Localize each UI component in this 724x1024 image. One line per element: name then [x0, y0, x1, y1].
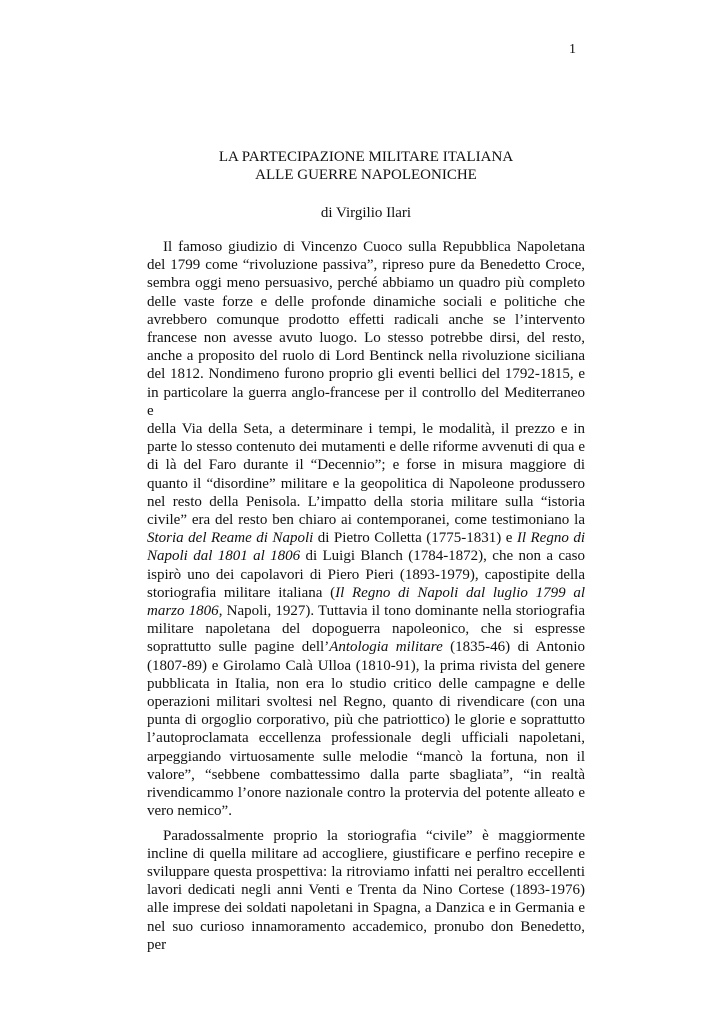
text-run: francese non avesse avuto luogo. Lo stesso potrebbe dirsi, del resto, — [147, 330, 585, 347]
text-line — [147, 766, 585, 784]
text-run: militare napoletana del dopoguerra napoleonico, che si espresse — [147, 621, 585, 638]
text-run: in particolare la guerra anglo-francese per il controllo del Mediterraneo e — [147, 384, 585, 419]
text-line — [147, 657, 585, 675]
text-line — [147, 845, 585, 863]
text-run: (1807-89) e Girolamo Calà Ulloa (1810-91), la prima rivista del genere — [147, 657, 585, 674]
text-run: operazioni militari svoltesi nel Regno, quanto di rivendicare (con una — [147, 694, 585, 711]
text-line — [147, 711, 585, 729]
text-line — [147, 802, 585, 820]
title-line-1: LA PARTECIPAZIONE MILITARE ITALIANA — [218, 149, 514, 165]
text-run: lavori dedicati negli anni Venti e Trenta da Nino Cortese (1893-1976) — [147, 882, 585, 899]
text-run: parte lo stesso contenuto dei mutamenti e delle riforme avvenuti di qua e — [147, 439, 585, 456]
italic-title-text: Il Regno di — [516, 530, 585, 547]
italic-title-text: Napoli dal 1801 al 1806 — [147, 548, 301, 565]
text-run: del 1799 come “rivoluzione passiva”, ripreso pure da Benedetto Croce, — [147, 257, 585, 274]
text-line — [147, 311, 585, 329]
text-run: Il famoso giudizio di Vincenzo Cuoco sulla Repubblica Napoletana — [163, 239, 585, 255]
text-run: vero nemico”. — [147, 803, 232, 820]
text-run: anche a proposito del ruolo di Lord Bentinck nella rivoluzione siciliana — [147, 348, 585, 365]
body-text — [147, 238, 585, 954]
document-title — [147, 148, 585, 184]
text-line — [147, 784, 585, 802]
paragraph-2 — [147, 827, 585, 954]
text-line — [147, 365, 585, 383]
text-run: punta di orgoglio corporativo, più che patriottico) le glorie e soprattutto — [147, 712, 585, 729]
text-line — [147, 384, 585, 420]
text-line — [147, 493, 585, 511]
text-run: alle imprese dei soldati napoletani in Spagna, a Danzica e in Germania e — [147, 900, 585, 917]
title-line-2: ALLE GUERRE NAPOLEONICHE — [255, 167, 477, 183]
text-line — [147, 529, 585, 547]
text-run: (1835-46) di Antonio — [442, 639, 585, 656]
text-line — [147, 827, 585, 845]
text-line — [147, 238, 585, 256]
text-run: valore”, “sebbene combattessimo dalla parte sbagliata”, “in realtà — [147, 766, 585, 783]
text-line — [147, 602, 585, 620]
text-line — [147, 274, 585, 292]
text-line — [147, 438, 585, 456]
text-line — [147, 329, 585, 347]
paragraph-1 — [147, 238, 585, 821]
text-line — [147, 881, 585, 899]
text-run: pubblicata in Italia, non era lo studio critico delle campagne e delle — [147, 675, 585, 692]
text-run: l’autoproclamata eccellenza professionale degli ufficiali napoletani, — [147, 730, 585, 747]
text-line — [147, 748, 585, 766]
text-run: nel suo curioso innamoramento accademico, pronubo don Benedetto, per — [147, 918, 585, 953]
text-run: del 1812. Nondimeno furono proprio gli eventi bellici del 1792-1815, e — [147, 366, 585, 383]
italic-title-text: Il Regno di Napoli dal luglio 1799 al — [335, 584, 586, 601]
italic-title-text: Antologia militare — [329, 639, 443, 656]
text-line — [147, 566, 585, 584]
text-line — [147, 456, 585, 474]
text-run: rivendicammo l’onore nazionale contro la protervia del potente alleato e — [147, 785, 585, 802]
text-run: di Luigi Blanch (1784-1872), che non a caso — [300, 548, 585, 565]
text-run: della Via della Seta, a determinare i tempi, le modalità, il prezzo e in — [147, 421, 585, 438]
text-run: nel resto della Penisola. L’impatto della storia militare sulla “istoria — [147, 493, 585, 510]
text-run: incline di quella militare ad accogliere, giustificare e perfino recepire e — [147, 845, 585, 862]
text-run: civile” era del resto ben chiaro ai contemporanei, come testimoniano la — [147, 512, 585, 529]
text-run: quanto il “disordine” militare e la geopolitica di Napoleone produssero — [147, 475, 585, 492]
text-line — [147, 729, 585, 747]
text-run: sviluppare questa prospettiva: la ritroviamo infatti nei peraltro eccellenti — [147, 863, 585, 880]
page-number: 1 — [569, 42, 576, 57]
text-run: sembra oggi meno persuasivo, perché abbiamo un quadro più completo — [147, 275, 585, 292]
text-line — [147, 547, 585, 565]
text-line — [147, 347, 585, 365]
text-line — [147, 899, 585, 917]
text-run: di Pietro Colletta (1775-1831) e — [313, 530, 517, 547]
text-line — [147, 638, 585, 656]
text-run: ispirò uno dei capolavori di Piero Pieri (1893-1979), capostipite della — [147, 566, 585, 583]
text-line — [147, 693, 585, 711]
italic-title-text: marzo 1806 — [147, 603, 219, 620]
author-byline: di Virgilio Ilari — [320, 205, 412, 221]
text-run: arpeggiando virtuosamente sulle melodie “mancò la fortuna, non il — [147, 748, 585, 765]
text-run: storiografia militare italiana ( — [147, 584, 336, 601]
text-line — [147, 256, 585, 274]
text-line — [147, 511, 585, 529]
text-line — [147, 293, 585, 311]
text-line — [147, 620, 585, 638]
text-run: delle vaste forze e delle profonde dinamiche sociali e politiche che — [147, 293, 585, 310]
text-run: avrebbero comunque prodotto effetti radicali anche se l’intervento — [147, 311, 585, 328]
text-line — [147, 863, 585, 881]
italic-title-text: Storia del Reame di Napoli — [147, 530, 314, 547]
text-line — [147, 420, 585, 438]
text-run: di là del Faro durante il “Decennio”; e forse in misura maggiore di — [147, 457, 585, 474]
text-line — [147, 584, 585, 602]
text-run: , Napoli, 1927). Tuttavia il tono dominante nella storiografia — [218, 603, 585, 620]
text-run: soprattutto sulle pagine dell’ — [147, 639, 330, 656]
text-line — [147, 918, 585, 954]
text-line — [147, 475, 585, 493]
text-line — [147, 675, 585, 693]
text-run: Paradossalmente proprio la storiografia “civile” è maggiormente — [163, 827, 585, 844]
